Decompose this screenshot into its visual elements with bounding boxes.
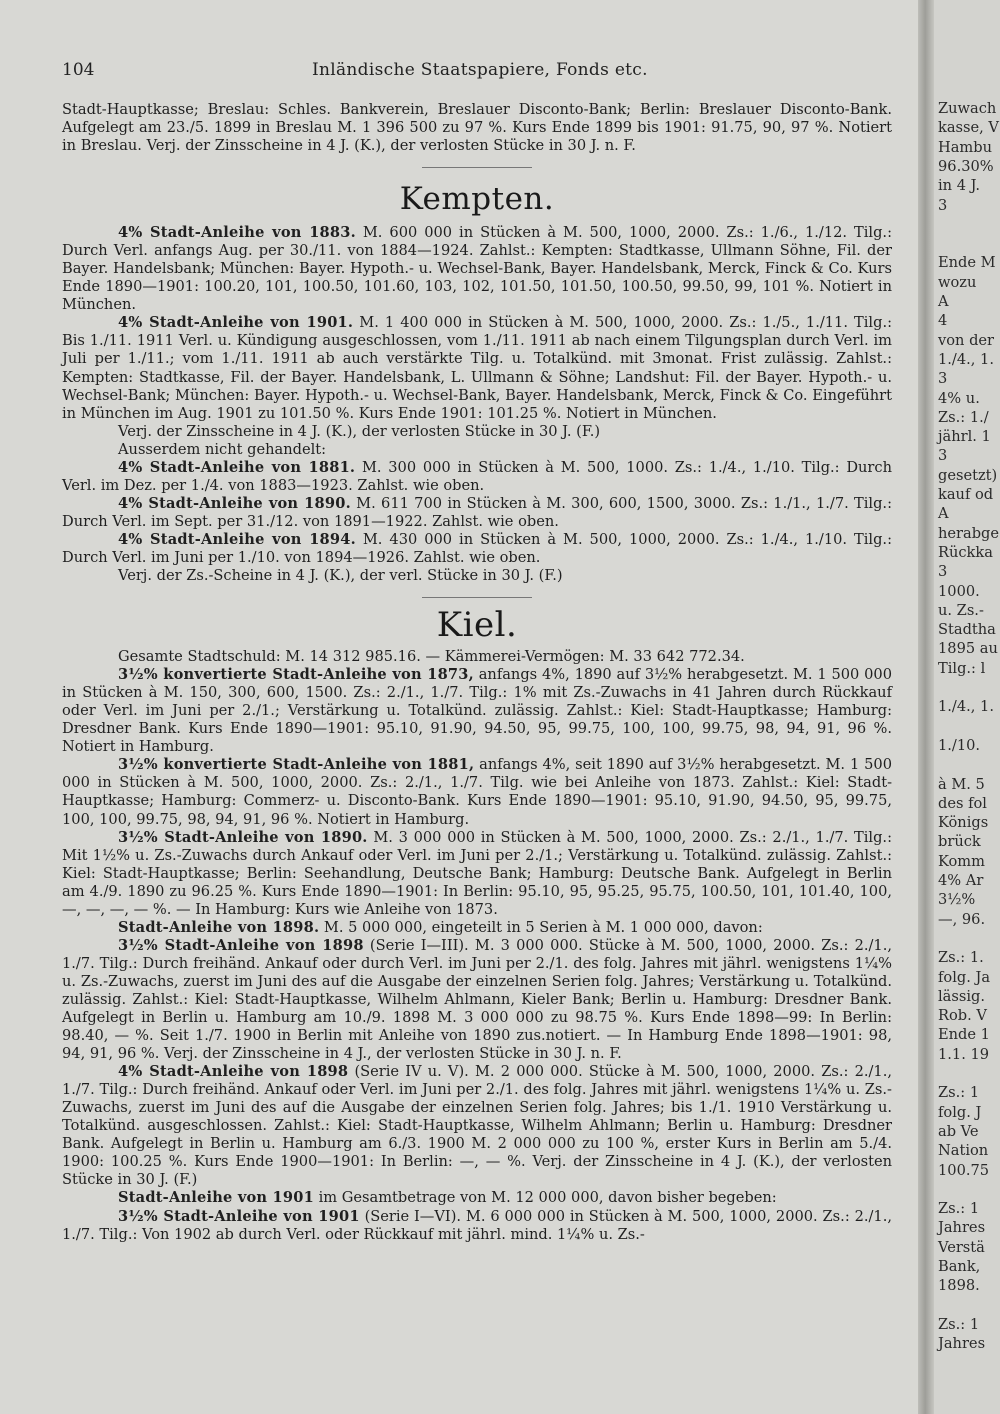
bond-title: 4% Stadt-Anleihe von 1881. <box>118 458 356 476</box>
bond-details: (Serie IV u. V). M. 2 000 000. Stücke à M. 500, 1000, 2000. Zs.: 2./1., 1./7. Tilg.: Durch freihänd. Ankauf oder Verl. im Juni per 2./1. des folg. Jahres mit jährl. wenigstens 1¼% u. Zs.-Zuwachs, zuerst im Juni des auf die Ausgabe der einzelnen Serien folg. Jahres; bis 1./1. 1910 Verstärkung u. Totalkünd. ausgeschlossen. Zahlst.: Kiel: Stadt-Hauptkasse, Wilhelm Ahlmann; Berlin u. Hamburg: Dresdner Bank. Aufgelegt in Berlin u. Hamburg am 6./3. 1900 M. 2 000 000 zu 100 %, erster Kurs in Berlin am 5./4. 1900: 100.25 %. Kurs Ende 1900—1901: In Berlin: —, — %. Verj. der Zinsscheine in 4 J. (K.), der verlosten Stücke in 30 J. (F.) <box>62 1063 892 1189</box>
bond-details: anfangs 4%, 1890 auf 3½% herabgesetzt. M. 1 500 000 in Stücken à M. 150, 300, 600, 1500. Zs.: 2./1., 1./7. Tilg.: 1% mit Zs.-Zuwachs in 41 Jahren durch Rückkauf oder Verl. im Juni per 2./1.; Verstärkung u. Totalkünd. zulässig. Zahlst.: Kiel: Stadt-Hauptkasse; Hamburg: Dresdner Bank. Kurs Ende 1890—1901: 95.10, 91.90, 94.50, 95, 99.75, 100, 100, 99.75, 98, 94, 91, 96 %. Notiert in Hamburg. <box>62 666 892 756</box>
intro-paragraph: Stadt-Hauptkasse; Breslau: Schles. Bankverein, Breslauer Disconto-Bank; Berlin: Breslauer Disconto-Bank. Aufgelegt am 23./5. 1899 in Breslau M. 1 396 500 zu 97 %. Kurs Ende 1899 bis 1901: 91.75, 90, 97 %. Notiert in Breslau. Verj. der Zinsscheine in 4 J. (K.), der verlosten Stücke in 30 J. n. F. <box>62 101 892 155</box>
facing-page-fragment: folg. Ja <box>938 968 991 986</box>
facing-page-fragment: des fol <box>938 794 987 812</box>
bond-details: Ausserdem nicht gehandelt: <box>118 440 327 458</box>
bond-details: M. 611 700 in Stücken à M. 300, 600, 1500, 3000. Zs.: 1./1., 1./7. Tilg.: Durch Verl. im Sept. per 31./12. von 1891—1922. Zahlst. wie oben. <box>62 494 892 530</box>
bond-entry <box>62 919 892 937</box>
facing-page-fragment: folg. J <box>938 1103 982 1121</box>
facing-page-fragment: 1./4., 1. <box>938 350 994 368</box>
facing-page-fragment: 1000. <box>938 582 980 600</box>
facing-page-fragment: gesetzt) <box>938 466 998 484</box>
bond-details: anfangs 4%, seit 1890 auf 3½% herabgesetzt. M. 1 500 000 in Stücken à M. 500, 1000, 2000. Zs.: 2./1., 1./7. Tilg. wie bei Anleihe von 1873. Zahlst.: Kiel: Stadt-Hauptkasse; Hamburg: Commerz- u. Disconto-Bank. Kurs Ende 1890—1901: 95.10, 91.90, 94.50, 95, 99.75, 100, 100, 99.75, 98, 94, 91, 96 %. Notiert in Hamburg. <box>62 756 892 828</box>
bond-entry <box>62 1208 892 1244</box>
facing-page-fragment: Rückka <box>938 543 993 561</box>
kempten-entries <box>62 224 892 585</box>
bond-entry <box>62 495 892 531</box>
bond-details: (Serie I—VI). M. 6 000 000 in Stücken à M. 500, 1000, 2000. Zs.: 2./1., 1./7. Tilg.: Von 1902 ab durch Verl. oder Rückkauf mit jährl. mind. 1¼% u. Zs.- <box>62 1207 892 1243</box>
bond-entry <box>62 459 892 495</box>
facing-page-fragment: Königs <box>938 814 989 832</box>
facing-page-fragment: 3 <box>938 370 948 388</box>
bond-details: (Serie I—III). M. 3 000 000. Stücke à M. 500, 1000, 2000. Zs.: 2./1., 1./7. Tilg.: Durch freihänd. Ankauf oder durch Verl. im Juni per 2./1. des folg. Jahres mit jährl. wenigstens 1¼% u. Zs.-Zuwachs, zuerst im Juni des auf die Ausgabe der einzelnen Serien folg. Jahres; Verstärkung u. Totalkünd. zulässig. Zahlst.: Kiel: Stadt-Hauptkasse, Wilhelm Ahlmann, Kieler Bank; Berlin u. Hamburg: Dresdner Bank. Aufgelegt in Berlin u. Hamburg am 10./9. 1898 M. 3 000 000 zu 98.75 %. Kurs Ende 1898—99: In Berlin: 98.40, — %. Seit 1./7. 1900 in Berlin mit Anleihe von 1890 zus.notiert. — In Hamburg Ende 1898—1901: 98, 94, 91, 96 %. Verj. der Zinsscheine in 4 J., der verlosten Stücke in 30 J. n. F. <box>62 936 892 1063</box>
bond-entry <box>62 567 892 585</box>
bond-entry <box>62 531 892 567</box>
bond-title: 3½% konvertierte Stadt-Anleihe von 1873, <box>118 666 474 684</box>
facing-page-edge <box>934 0 1000 1414</box>
bond-title: 4% Stadt-Anleihe von 1901. <box>118 314 354 332</box>
bond-details: M. 1 400 000 in Stücken à M. 500, 1000, 2000. Zs.: 1./5., 1./11. Tilg.: Bis 1./11. 1911 Verl. u. Kündigung ausgeschlossen, vom 1./11. 1911 ab nach einem Tilgungsplan durch Verl. im Juli per 1./11.; vom 1./11. 1911 ab auch verstärkte Tilg. u. Totalkünd. mit 3monat. Frist zulässig. Zahlst.: Kempten: Stadtkasse, Fil. der Bayer. Handelsbank, L. Ullmann & Söhne; Landshut: Fil. der Bayer. Hypoth.- u. Wechsel-Bank; München: Bayer. Hypoth.- u. Wechsel-Bank, Bayer. Handelsbank, Merck, Finck & Co. Eingeführt in München im Aug. 1901 zu 101.50 %. Kurs Ende 1901: 101.25 %. Notiert in München. <box>62 314 892 422</box>
bond-title: 3½% Stadt-Anleihe von 1890. <box>118 828 368 846</box>
facing-page-fragment: jährl. 1 <box>938 428 991 446</box>
page-number: 104 <box>62 60 95 80</box>
facing-page-fragment: Jahres <box>938 1219 986 1237</box>
facing-page-fragment: Ende 1 <box>938 1026 990 1044</box>
facing-page-fragment: Verstä <box>938 1238 985 1256</box>
bond-title: 4% Stadt-Anleihe von 1890. <box>118 494 351 512</box>
facing-page-fragment: 3 <box>938 196 948 214</box>
facing-page-fragment: Zs.: 1 <box>938 1200 980 1218</box>
facing-page-fragment: lässig. <box>938 987 985 1005</box>
facing-page-fragment: Zs.: 1 <box>938 1084 980 1102</box>
facing-page-fragment: 1895 au <box>938 640 998 658</box>
facing-page-fragment: 3 <box>938 563 948 581</box>
page-body <box>62 101 892 1244</box>
facing-page-fragment: 100.75 <box>938 1161 990 1179</box>
facing-page-fragment: ab Ve <box>938 1122 979 1140</box>
section-divider <box>422 597 532 598</box>
bond-details: M. 5 000 000, eingeteilt in 5 Serien à M. 1 000 000, davon: <box>319 918 763 936</box>
city-heading-kempten: Kempten. <box>399 181 555 218</box>
bond-title: 4% Stadt-Anleihe von 1883. <box>118 224 356 242</box>
bond-entry <box>62 423 892 441</box>
facing-page-fragment: Komm <box>938 852 985 870</box>
facing-page-fragment: brück <box>938 833 981 851</box>
bond-title: 4% Stadt-Anleihe von 1898 <box>118 1063 349 1081</box>
bond-entry <box>62 1189 892 1207</box>
running-header <box>62 60 892 86</box>
bond-entry <box>62 937 892 1063</box>
facing-page-fragment: Stadtha <box>938 621 996 639</box>
bond-details: Verj. der Zs.-Scheine in 4 J. (K.), der verl. Stücke in 30 J. (F.) <box>118 567 563 585</box>
bond-entry <box>62 1063 892 1189</box>
bond-details: M. 300 000 in Stücken à M. 500, 1000. Zs.: 1./4., 1./10. Tilg.: Durch Verl. im Dez. per 1./4. von 1883—1923. Zahlst. wie oben. <box>62 458 892 494</box>
facing-page-fragment: 1.1. 19 <box>938 1045 990 1063</box>
kiel-summary: Gesamte Stadtschuld: M. 14 312 985.16. — Kämmerei-Vermögen: M. 33 642 772.34. <box>118 648 745 666</box>
facing-page-fragment: Zs.: 1 <box>938 1315 980 1333</box>
facing-page-fragment: à M. 5 <box>938 775 985 793</box>
facing-page-fragment: Zs.: 1. <box>938 949 984 967</box>
facing-page-fragment: von der <box>938 331 995 349</box>
facing-page-fragment: u. Zs.- <box>938 601 984 619</box>
kiel-entries <box>62 666 892 1244</box>
bond-details: M. 3 000 000 in Stücken à M. 500, 1000, 2000. Zs.: 2./1., 1./7. Tilg.: Mit 1½% u. Zs.-Zuwachs durch Ankauf oder Verl. im Juni per 2./1.; Verstärkung u. Totalkünd. zulässig. Zahlst.: Kiel: Stadt-Hauptkasse; Berlin: Seehandlung, Deutsche Bank; Hamburg: Deutsche Bank. Aufgelegt in Berlin am 4./9. 1890 zu 96.25 %. Kurs Ende 1890—1901: In Berlin: 95.10, 95, 95.25, 95.75, 100.50, 101, 101.40, 100, —, —, —, — %. — In Hamburg: Kurs wie Anleihe von 1873. <box>62 828 892 918</box>
facing-page-fragment: Bank, <box>938 1258 981 1275</box>
facing-page-fragment: A <box>938 505 949 523</box>
facing-page-fragment: kasse, V <box>938 119 999 137</box>
facing-page-fragment: Rob. V <box>938 1007 987 1025</box>
bond-entry <box>62 666 892 756</box>
bond-details: Verj. der Zinsscheine in 4 J. (K.), der verlosten Stücke in 30 J. (F.) <box>118 422 601 440</box>
bond-details: M. 430 000 in Stücken à M. 500, 1000, 2000. Zs.: 1./4., 1./10. Tilg.: Durch Verl. im Juni per 1./10. von 1894—1926. Zahlst. wie oben. <box>62 530 892 566</box>
bond-title: 4% Stadt-Anleihe von 1894. <box>118 530 356 548</box>
bond-entry <box>62 756 892 828</box>
bond-entry <box>62 441 892 459</box>
bond-entry <box>62 829 892 919</box>
running-title: Inländische Staatspapiere, Fonds etc. <box>312 60 648 80</box>
bond-entry <box>62 224 892 314</box>
facing-page-fragment: 3 <box>938 447 948 465</box>
facing-page-fragment: 3½% <box>938 891 976 909</box>
bond-title: 3½% konvertierte Stadt-Anleihe von 1881, <box>118 756 475 774</box>
facing-page-fragment: in 4 J. <box>938 177 980 195</box>
bond-entry <box>62 314 892 422</box>
book-gutter <box>918 0 934 1414</box>
bond-title: Stadt-Anleihe von 1898. <box>118 918 320 936</box>
facing-page-fragment: Ende M <box>938 254 996 272</box>
facing-page-fragment: wozu <box>938 273 977 291</box>
facing-page-fragment: 4% u. <box>938 389 980 407</box>
facing-page-fragment: Tilg.: l <box>938 659 986 677</box>
bond-title: 3½% Stadt-Anleihe von 1901 <box>118 1207 360 1225</box>
facing-page-fragment: kauf od <box>938 486 994 503</box>
facing-page-fragment: Jahres <box>938 1335 986 1353</box>
facing-page-fragment: 4% Ar <box>938 872 984 889</box>
section-divider <box>422 167 532 168</box>
facing-page-fragment: —, 96. <box>938 910 986 928</box>
facing-page-fragment: herabge <box>938 524 1000 542</box>
bond-title: Stadt-Anleihe von 1901 <box>118 1189 314 1207</box>
facing-page-fragment: Nation <box>938 1142 989 1160</box>
facing-page-fragment: Zs.: 1./ <box>938 408 989 426</box>
facing-page-fragment: 1./4., 1. <box>938 698 994 716</box>
facing-page-fragment: 1./10. <box>938 736 981 754</box>
bond-details: im Gesamtbetrage von M. 12 000 000, davon bisher begeben: <box>313 1189 777 1207</box>
facing-page-fragment: Zuwach <box>938 100 997 117</box>
facing-page-fragment: 96.30% <box>938 157 994 175</box>
facing-page-fragment: A <box>938 293 949 310</box>
bond-title: 3½% Stadt-Anleihe von 1898 <box>118 936 364 954</box>
facing-page-fragment: Hambu <box>938 138 993 156</box>
facing-page-fragment: 4 <box>938 312 948 330</box>
facing-page-fragment: 1898. <box>938 1277 980 1295</box>
city-heading-kiel: Kiel. <box>436 605 518 646</box>
bond-details: M. 600 000 in Stücken à M. 500, 1000, 2000. Zs.: 1./6., 1./12. Tilg.: Durch Verl. anfangs Aug. per 30./11. von 1884—1924. Zahlst.: Kempten: Stadtkasse, Ullmann Söhne, Fil. der Bayer. Handelsbank; München: Bayer. Hypoth.- u. Wechsel-Bank, Bayer. Handelsbank, Merck, Finck & Co. Kurs Ende 1890—1901: 100.20, 101, 100.50, 101.60, 103, 102, 101.50, 101.50, 100.50, 99.50, 99, 101 %. Notiert in München. <box>62 224 892 314</box>
